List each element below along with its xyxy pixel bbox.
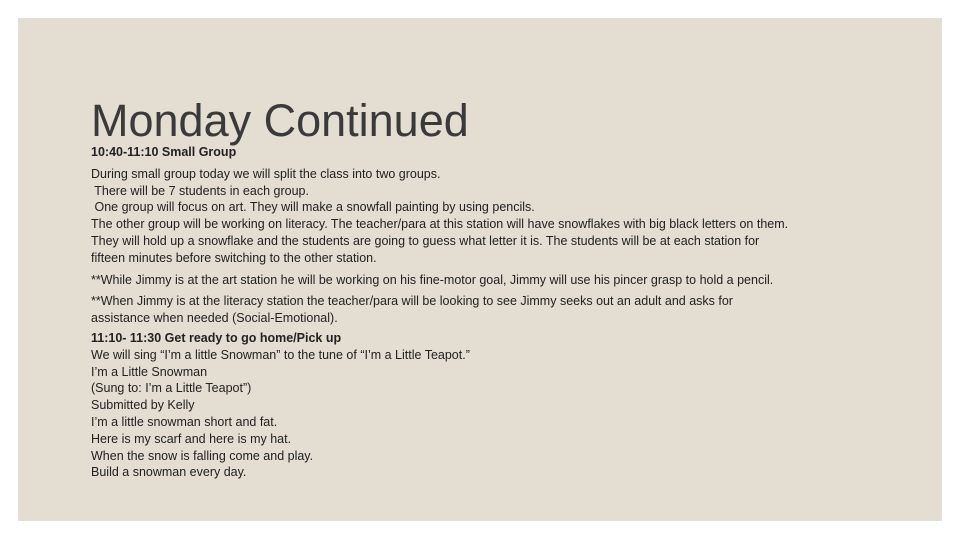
- body-line: We will sing “I’m a little Snowman” to the tune of “I’m a Little Teapot.”: [91, 347, 470, 362]
- slide: [18, 18, 942, 521]
- body-line: One group will focus on art. They will make a snowfall painting by using pencils.: [91, 200, 535, 215]
- song-line: I’m a little snowman short and fat.: [91, 414, 278, 429]
- body-line: There will be 7 students in each group.: [91, 183, 309, 198]
- body-line: Submitted by Kelly: [91, 398, 195, 413]
- body-line: During small group today we will split the class into two groups.: [91, 166, 441, 181]
- body-line: (Sung to: I’m a Little Teapot”): [91, 381, 252, 396]
- body-line: The other group will be working on literacy. The teacher/para at this station will have snowflakes with big black letters on them.: [91, 217, 789, 232]
- jimmy-art-note: **While Jimmy is at the art station he will be working on his fine-motor goal, Jimmy will use his pincer grasp to hold a pencil.: [91, 272, 774, 287]
- body-line: assistance when needed (Social-Emotional).: [91, 311, 338, 326]
- song-title: I’m a Little Snowman: [91, 364, 208, 379]
- slide-title: Monday Continued: [91, 95, 469, 146]
- body-line: They will hold up a snowflake and the students are going to guess what letter it is. The students will be at each station for: [91, 233, 760, 248]
- small-group-heading: 10:40-11:10 Small Group: [91, 145, 237, 159]
- body-line: fifteen minutes before switching to the other station.: [91, 250, 377, 265]
- song-line: Here is my scarf and here is my hat.: [91, 431, 292, 446]
- slide-body: [91, 144, 891, 481]
- jimmy-literacy-note: **When Jimmy is at the literacy station the teacher/para will be looking to see Jimmy seeks out an adult and asks for: [91, 294, 733, 309]
- song-line: Build a snowman every day.: [91, 465, 247, 480]
- song-line: When the snow is falling come and play.: [91, 448, 314, 463]
- pickup-heading: 11:10- 11:30 Get ready to go home/Pick up: [91, 330, 342, 345]
